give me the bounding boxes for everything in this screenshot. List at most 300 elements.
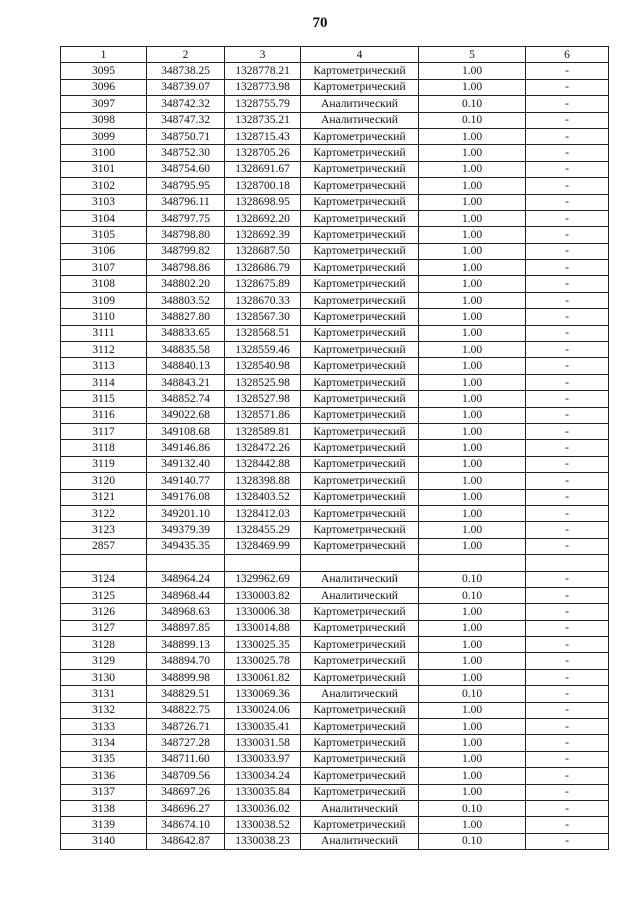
table-row: [61, 210, 609, 226]
note-cell: -: [526, 505, 609, 521]
table-row: [61, 719, 609, 735]
method-cell: Картометрический: [301, 440, 419, 456]
column-header-4: 4: [301, 47, 419, 63]
point-number-cell: 3108: [61, 276, 147, 292]
y-coordinate-cell: 1328403.52: [225, 489, 301, 505]
note-cell: -: [526, 210, 609, 226]
y-coordinate-cell: 1328686.79: [225, 260, 301, 276]
method-cell: Картометрический: [301, 669, 419, 685]
note-cell: [526, 555, 609, 571]
table-row: [61, 587, 609, 603]
accuracy-cell: 0.10: [419, 686, 526, 702]
y-coordinate-cell: 1328755.79: [225, 96, 301, 112]
point-number-cell: 3113: [61, 358, 147, 374]
table-row: [61, 440, 609, 456]
y-coordinate-cell: 1328773.98: [225, 79, 301, 95]
table-row: [61, 686, 609, 702]
column-header-1: 1: [61, 47, 147, 63]
table-row: [61, 161, 609, 177]
table-row: [61, 669, 609, 685]
note-cell: -: [526, 112, 609, 128]
point-number-cell: 3105: [61, 227, 147, 243]
table-row: [61, 833, 609, 849]
point-number-cell: 3099: [61, 128, 147, 144]
accuracy-cell: 1.00: [419, 342, 526, 358]
point-number-cell: 3125: [61, 587, 147, 603]
accuracy-cell: 0.10: [419, 571, 526, 587]
point-number-cell: 3129: [61, 653, 147, 669]
x-coordinate-cell: 348752.30: [147, 145, 225, 161]
accuracy-cell: 1.00: [419, 604, 526, 620]
y-coordinate-cell: 1328567.30: [225, 309, 301, 325]
point-number-cell: 3095: [61, 63, 147, 79]
method-cell: Картометрический: [301, 309, 419, 325]
table-header-row: [61, 47, 609, 63]
x-coordinate-cell: 348711.60: [147, 751, 225, 767]
note-cell: -: [526, 292, 609, 308]
note-cell: -: [526, 374, 609, 390]
note-cell: -: [526, 522, 609, 538]
accuracy-cell: 1.00: [419, 817, 526, 833]
point-number-cell: [61, 555, 147, 571]
x-coordinate-cell: 349379.39: [147, 522, 225, 538]
point-number-cell: 3118: [61, 440, 147, 456]
accuracy-cell: 1.00: [419, 243, 526, 259]
method-cell: Картометрический: [301, 653, 419, 669]
note-cell: -: [526, 686, 609, 702]
accuracy-cell: 1.00: [419, 374, 526, 390]
method-cell: Картометрический: [301, 128, 419, 144]
accuracy-cell: 0.10: [419, 800, 526, 816]
point-number-cell: 3134: [61, 735, 147, 751]
method-cell: Картометрический: [301, 178, 419, 194]
method-cell: Аналитический: [301, 800, 419, 816]
x-coordinate-cell: 348795.95: [147, 178, 225, 194]
point-number-cell: 3109: [61, 292, 147, 308]
method-cell: Картометрический: [301, 292, 419, 308]
method-cell: Картометрический: [301, 719, 419, 735]
point-number-cell: 3102: [61, 178, 147, 194]
point-number-cell: 3106: [61, 243, 147, 259]
x-coordinate-cell: 348829.51: [147, 686, 225, 702]
accuracy-cell: 1.00: [419, 210, 526, 226]
note-cell: -: [526, 423, 609, 439]
point-number-cell: 3097: [61, 96, 147, 112]
x-coordinate-cell: 348798.80: [147, 227, 225, 243]
table-row: [61, 358, 609, 374]
accuracy-cell: 0.10: [419, 112, 526, 128]
method-cell: Картометрический: [301, 423, 419, 439]
x-coordinate-cell: 348852.74: [147, 391, 225, 407]
accuracy-cell: 1.00: [419, 292, 526, 308]
note-cell: -: [526, 325, 609, 341]
y-coordinate-cell: 1330035.41: [225, 719, 301, 735]
y-coordinate-cell: 1328715.43: [225, 128, 301, 144]
accuracy-cell: 1.00: [419, 653, 526, 669]
method-cell: Картометрический: [301, 817, 419, 833]
accuracy-cell: 1.00: [419, 440, 526, 456]
method-cell: Картометрический: [301, 63, 419, 79]
x-coordinate-cell: 349176.08: [147, 489, 225, 505]
y-coordinate-cell: 1330069.36: [225, 686, 301, 702]
method-cell: Аналитический: [301, 587, 419, 603]
method-cell: Картометрический: [301, 260, 419, 276]
method-cell: Картометрический: [301, 456, 419, 472]
note-cell: -: [526, 456, 609, 472]
y-coordinate-cell: 1328571.86: [225, 407, 301, 423]
point-number-cell: 3115: [61, 391, 147, 407]
note-cell: -: [526, 669, 609, 685]
accuracy-cell: 0.10: [419, 96, 526, 112]
y-coordinate-cell: 1330025.78: [225, 653, 301, 669]
x-coordinate-cell: 348802.20: [147, 276, 225, 292]
table-row: [61, 768, 609, 784]
note-cell: -: [526, 784, 609, 800]
accuracy-cell: 1.00: [419, 391, 526, 407]
point-number-cell: 3140: [61, 833, 147, 849]
y-coordinate-cell: 1328527.98: [225, 391, 301, 407]
table-row: [61, 178, 609, 194]
table-row: [61, 227, 609, 243]
table-body: [61, 63, 609, 850]
x-coordinate-cell: 348726.71: [147, 719, 225, 735]
accuracy-cell: 1.00: [419, 473, 526, 489]
table-row: [61, 260, 609, 276]
note-cell: -: [526, 817, 609, 833]
accuracy-cell: 1.00: [419, 637, 526, 653]
method-cell: Картометрический: [301, 210, 419, 226]
x-coordinate-cell: 348799.82: [147, 243, 225, 259]
point-number-cell: 3098: [61, 112, 147, 128]
note-cell: -: [526, 309, 609, 325]
note-cell: -: [526, 489, 609, 505]
column-header-6: 6: [526, 47, 609, 63]
point-number-cell: 3127: [61, 620, 147, 636]
x-coordinate-cell: 348843.21: [147, 374, 225, 390]
table-row: [61, 555, 609, 571]
table-row: [61, 505, 609, 521]
x-coordinate-cell: 348747.32: [147, 112, 225, 128]
method-cell: Картометрический: [301, 407, 419, 423]
x-coordinate-cell: 348709.56: [147, 768, 225, 784]
accuracy-cell: 1.00: [419, 423, 526, 439]
method-cell: Картометрический: [301, 604, 419, 620]
note-cell: -: [526, 653, 609, 669]
point-number-cell: 3128: [61, 637, 147, 653]
point-number-cell: 3116: [61, 407, 147, 423]
note-cell: -: [526, 128, 609, 144]
point-number-cell: 3122: [61, 505, 147, 521]
x-coordinate-cell: 348696.27: [147, 800, 225, 816]
x-coordinate-cell: 349146.86: [147, 440, 225, 456]
method-cell: Картометрический: [301, 325, 419, 341]
y-coordinate-cell: 1330035.84: [225, 784, 301, 800]
method-cell: Картометрический: [301, 358, 419, 374]
table-row: [61, 391, 609, 407]
table-row: [61, 604, 609, 620]
table-row: [61, 653, 609, 669]
method-cell: Картометрический: [301, 735, 419, 751]
accuracy-cell: 1.00: [419, 260, 526, 276]
point-number-cell: 3112: [61, 342, 147, 358]
y-coordinate-cell: 1328700.18: [225, 178, 301, 194]
note-cell: -: [526, 587, 609, 603]
note-cell: -: [526, 571, 609, 587]
accuracy-cell: 1.00: [419, 719, 526, 735]
method-cell: Картометрический: [301, 342, 419, 358]
x-coordinate-cell: 348754.60: [147, 161, 225, 177]
point-number-cell: 3121: [61, 489, 147, 505]
y-coordinate-cell: 1330038.23: [225, 833, 301, 849]
x-coordinate-cell: 348798.86: [147, 260, 225, 276]
method-cell: Картометрический: [301, 227, 419, 243]
point-number-cell: 3137: [61, 784, 147, 800]
method-cell: Картометрический: [301, 391, 419, 407]
coordinates-table: [60, 46, 609, 850]
method-cell: [301, 555, 419, 571]
method-cell: Аналитический: [301, 686, 419, 702]
y-coordinate-cell: 1329962.69: [225, 571, 301, 587]
point-number-cell: 3138: [61, 800, 147, 816]
table-row: [61, 79, 609, 95]
method-cell: Аналитический: [301, 112, 419, 128]
accuracy-cell: 1.00: [419, 735, 526, 751]
table-row: [61, 407, 609, 423]
method-cell: Картометрический: [301, 489, 419, 505]
point-number-cell: 3103: [61, 194, 147, 210]
accuracy-cell: [419, 555, 526, 571]
x-coordinate-cell: 348797.75: [147, 210, 225, 226]
note-cell: -: [526, 391, 609, 407]
table-row: [61, 522, 609, 538]
point-number-cell: 2857: [61, 538, 147, 554]
y-coordinate-cell: 1330024.06: [225, 702, 301, 718]
accuracy-cell: 1.00: [419, 538, 526, 554]
x-coordinate-cell: 349022.68: [147, 407, 225, 423]
note-cell: -: [526, 276, 609, 292]
note-cell: -: [526, 719, 609, 735]
x-coordinate-cell: 348968.63: [147, 604, 225, 620]
note-cell: -: [526, 96, 609, 112]
y-coordinate-cell: 1328412.03: [225, 505, 301, 521]
table-row: [61, 128, 609, 144]
accuracy-cell: 1.00: [419, 358, 526, 374]
x-coordinate-cell: 348697.26: [147, 784, 225, 800]
y-coordinate-cell: 1328442.88: [225, 456, 301, 472]
x-coordinate-cell: 349140.77: [147, 473, 225, 489]
table-row: [61, 817, 609, 833]
point-number-cell: 3133: [61, 719, 147, 735]
table-row: [61, 325, 609, 341]
y-coordinate-cell: 1328705.26: [225, 145, 301, 161]
y-coordinate-cell: 1328735.21: [225, 112, 301, 128]
note-cell: -: [526, 751, 609, 767]
method-cell: Картометрический: [301, 637, 419, 653]
accuracy-cell: 1.00: [419, 489, 526, 505]
point-number-cell: 3139: [61, 817, 147, 833]
note-cell: -: [526, 194, 609, 210]
x-coordinate-cell: 348674.10: [147, 817, 225, 833]
y-coordinate-cell: 1328691.67: [225, 161, 301, 177]
note-cell: -: [526, 800, 609, 816]
point-number-cell: 3130: [61, 669, 147, 685]
point-number-cell: 3136: [61, 768, 147, 784]
accuracy-cell: 1.00: [419, 309, 526, 325]
point-number-cell: 3096: [61, 79, 147, 95]
table-row: [61, 276, 609, 292]
y-coordinate-cell: 1330025.35: [225, 637, 301, 653]
note-cell: -: [526, 833, 609, 849]
accuracy-cell: 1.00: [419, 505, 526, 521]
x-coordinate-cell: 349435.35: [147, 538, 225, 554]
note-cell: -: [526, 260, 609, 276]
method-cell: Картометрический: [301, 161, 419, 177]
y-coordinate-cell: 1328559.46: [225, 342, 301, 358]
method-cell: Картометрический: [301, 505, 419, 521]
note-cell: -: [526, 358, 609, 374]
accuracy-cell: 1.00: [419, 669, 526, 685]
y-coordinate-cell: 1328670.33: [225, 292, 301, 308]
table-row: [61, 784, 609, 800]
point-number-cell: 3100: [61, 145, 147, 161]
page-number: 70: [312, 15, 328, 31]
y-coordinate-cell: 1330003.82: [225, 587, 301, 603]
point-number-cell: 3135: [61, 751, 147, 767]
table-row: [61, 735, 609, 751]
accuracy-cell: 1.00: [419, 325, 526, 341]
y-coordinate-cell: 1330031.58: [225, 735, 301, 751]
note-cell: -: [526, 768, 609, 784]
method-cell: Картометрический: [301, 194, 419, 210]
x-coordinate-cell: 348803.52: [147, 292, 225, 308]
note-cell: -: [526, 440, 609, 456]
x-coordinate-cell: 348899.13: [147, 637, 225, 653]
x-coordinate-cell: 348739.07: [147, 79, 225, 95]
method-cell: Аналитический: [301, 833, 419, 849]
table-row: [61, 751, 609, 767]
x-coordinate-cell: 348727.28: [147, 735, 225, 751]
y-coordinate-cell: 1328525.98: [225, 374, 301, 390]
accuracy-cell: 1.00: [419, 145, 526, 161]
note-cell: -: [526, 702, 609, 718]
point-number-cell: 3123: [61, 522, 147, 538]
table-row: [61, 702, 609, 718]
table-row: [61, 489, 609, 505]
note-cell: -: [526, 407, 609, 423]
point-number-cell: 3114: [61, 374, 147, 390]
column-header-5: 5: [419, 47, 526, 63]
column-header-3: 3: [225, 47, 301, 63]
method-cell: Картометрический: [301, 538, 419, 554]
point-number-cell: 3107: [61, 260, 147, 276]
x-coordinate-cell: 348827.80: [147, 309, 225, 325]
point-number-cell: 3126: [61, 604, 147, 620]
table-row: [61, 63, 609, 79]
note-cell: -: [526, 243, 609, 259]
table-row: [61, 145, 609, 161]
note-cell: -: [526, 538, 609, 554]
method-cell: Картометрический: [301, 751, 419, 767]
method-cell: Картометрический: [301, 374, 419, 390]
x-coordinate-cell: 348894.70: [147, 653, 225, 669]
method-cell: Аналитический: [301, 96, 419, 112]
method-cell: Картометрический: [301, 702, 419, 718]
table-row: [61, 96, 609, 112]
y-coordinate-cell: 1328687.50: [225, 243, 301, 259]
point-number-cell: 3104: [61, 210, 147, 226]
x-coordinate-cell: 349108.68: [147, 423, 225, 439]
accuracy-cell: 1.00: [419, 702, 526, 718]
method-cell: Картометрический: [301, 522, 419, 538]
accuracy-cell: 0.10: [419, 587, 526, 603]
y-coordinate-cell: 1330036.02: [225, 800, 301, 816]
x-coordinate-cell: [147, 555, 225, 571]
x-coordinate-cell: 348897.85: [147, 620, 225, 636]
accuracy-cell: 1.00: [419, 161, 526, 177]
point-number-cell: 3117: [61, 423, 147, 439]
accuracy-cell: 1.00: [419, 194, 526, 210]
y-coordinate-cell: 1328692.39: [225, 227, 301, 243]
x-coordinate-cell: 348968.44: [147, 587, 225, 603]
table-row: [61, 456, 609, 472]
y-coordinate-cell: 1330038.52: [225, 817, 301, 833]
table-row: [61, 637, 609, 653]
table-row: [61, 374, 609, 390]
method-cell: Картометрический: [301, 620, 419, 636]
table-row: [61, 342, 609, 358]
point-number-cell: 3124: [61, 571, 147, 587]
point-number-cell: 3119: [61, 456, 147, 472]
method-cell: Картометрический: [301, 145, 419, 161]
table-row: [61, 194, 609, 210]
x-coordinate-cell: 348964.24: [147, 571, 225, 587]
table-row: [61, 423, 609, 439]
x-coordinate-cell: 348833.65: [147, 325, 225, 341]
y-coordinate-cell: 1330061.82: [225, 669, 301, 685]
accuracy-cell: 1.00: [419, 178, 526, 194]
accuracy-cell: 1.00: [419, 79, 526, 95]
accuracy-cell: 1.00: [419, 128, 526, 144]
x-coordinate-cell: 348750.71: [147, 128, 225, 144]
note-cell: -: [526, 604, 609, 620]
note-cell: -: [526, 63, 609, 79]
y-coordinate-cell: 1330033.97: [225, 751, 301, 767]
method-cell: Картометрический: [301, 276, 419, 292]
y-coordinate-cell: 1328469.99: [225, 538, 301, 554]
accuracy-cell: 1.00: [419, 784, 526, 800]
y-coordinate-cell: 1328698.95: [225, 194, 301, 210]
method-cell: Аналитический: [301, 571, 419, 587]
accuracy-cell: 0.10: [419, 833, 526, 849]
table-row: [61, 571, 609, 587]
y-coordinate-cell: 1328675.89: [225, 276, 301, 292]
table-row: [61, 309, 609, 325]
y-coordinate-cell: 1330034.24: [225, 768, 301, 784]
table-row: [61, 538, 609, 554]
accuracy-cell: 1.00: [419, 620, 526, 636]
method-cell: Картометрический: [301, 768, 419, 784]
x-coordinate-cell: 348840.13: [147, 358, 225, 374]
accuracy-cell: 1.00: [419, 407, 526, 423]
accuracy-cell: 1.00: [419, 522, 526, 538]
y-coordinate-cell: 1328568.51: [225, 325, 301, 341]
y-coordinate-cell: [225, 555, 301, 571]
accuracy-cell: 1.00: [419, 751, 526, 767]
note-cell: -: [526, 637, 609, 653]
y-coordinate-cell: 1328540.98: [225, 358, 301, 374]
table-row: [61, 243, 609, 259]
note-cell: -: [526, 620, 609, 636]
